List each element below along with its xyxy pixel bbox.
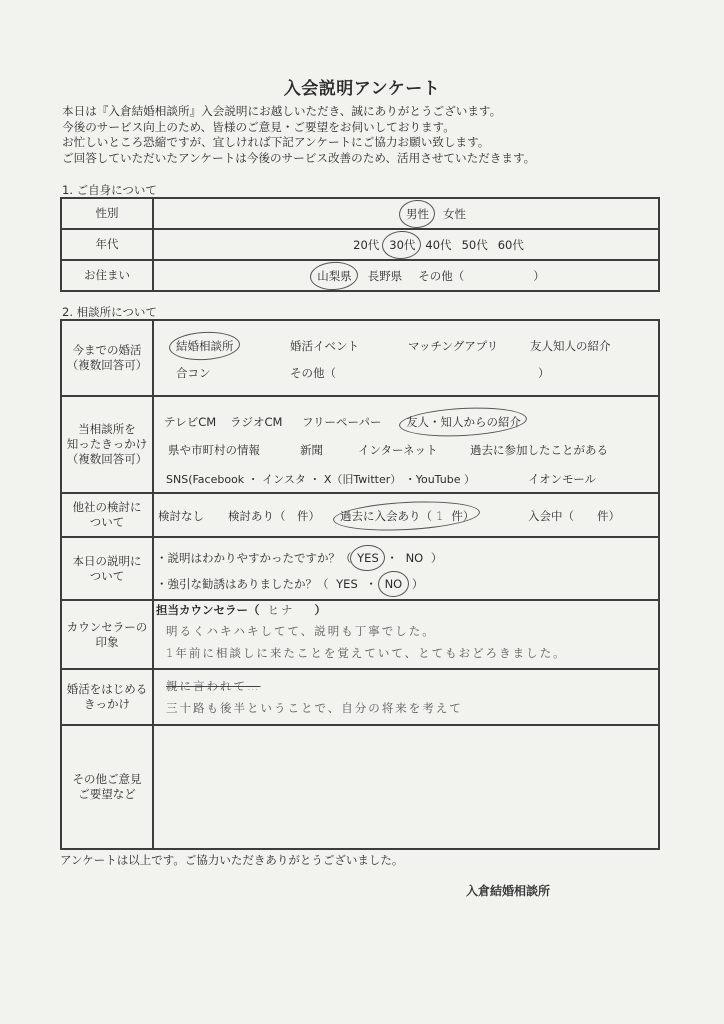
comments-label (61, 725, 153, 849)
option-current-member[interactable]: 入会中（ 件） (528, 509, 620, 523)
past-membership-unit: 件） (451, 509, 475, 523)
discovery-label-line1: 当相談所を (78, 422, 136, 436)
option-pushy-yes[interactable]: YES (336, 577, 358, 591)
option-30s[interactable]: 30代 (389, 237, 416, 252)
option-not-considered[interactable]: 検討なし (158, 509, 204, 523)
counselor-row (61, 600, 659, 669)
option-other-residence[interactable]: その他（ ） (418, 268, 545, 283)
counselor-name-suffix: ） (314, 603, 326, 617)
intro-line: 本日は『入倉結婚相談所』入会説明にお越しいただき、誠にありがとうございます。 (62, 104, 502, 118)
residence-label: お住まい (61, 260, 153, 291)
option-other-konkatsu-close: ） (538, 366, 550, 380)
option-marriage-agency[interactable]: 結婚相談所 (176, 339, 234, 353)
option-pushy-no[interactable]: NO (384, 577, 403, 591)
option-sns[interactable]: SNS(Facebook ・ インスタ ・ X（旧Twitter） ・YouTube ） (166, 473, 475, 486)
intro-line: お忙しいところ恐縮ですが、宜しければ下記アンケートにご協力お願い致します。 (62, 135, 490, 149)
other-companies-options (153, 493, 659, 537)
motivation-text[interactable]: 三十路も後半ということで、自分の将来を考えて (166, 701, 463, 715)
option-male[interactable]: 男性 (406, 206, 429, 221)
intro-text (62, 104, 535, 166)
konkatsu-label-line1: 今までの婚活 (72, 343, 142, 357)
option-40s[interactable]: 40代 (425, 237, 452, 252)
intro-line: ご回答していただいたアンケートは今後のサービス改善のため、活用させていただきます。 (62, 150, 536, 165)
explanation-label-line2: ついて (89, 568, 125, 583)
past-membership-label: 過去に入会あり（ (340, 509, 432, 523)
gender-row (61, 198, 659, 229)
comments-field[interactable] (153, 725, 659, 849)
discovery-label (61, 396, 153, 493)
option-clarity-yes[interactable]: YES (357, 551, 379, 565)
age-options (153, 229, 659, 260)
option-other-konkatsu[interactable]: その他（ (290, 366, 336, 380)
option-considered[interactable]: 検討あり（ 件） (228, 509, 320, 523)
option-yamanashi[interactable]: 山梨県 (317, 268, 352, 283)
explanation-label (61, 537, 153, 600)
other-companies-row (61, 493, 659, 537)
option-goukon[interactable]: 合コン (176, 366, 211, 380)
counselor-impression-line2[interactable]: 1年前に相談しに来たことを覚えていて、とてもおどろきました。 (166, 646, 567, 660)
motivation-label-line1: 婚活をはじめる (66, 682, 148, 696)
other-companies-label (61, 493, 153, 537)
option-municipal-info[interactable]: 県や市町村の情報 (168, 443, 260, 457)
discovery-options (153, 396, 659, 493)
intro-line: 今後のサービス向上のため、皆様のご意見・ご要望をお伺いしております。 (62, 119, 455, 134)
footer-note: アンケートは以上です。ご協力いただきありがとうございました。 (60, 853, 404, 867)
counselor-name-field (156, 602, 326, 618)
konkatsu-row (61, 320, 659, 396)
question-clarity (156, 550, 442, 566)
option-radio-cm[interactable]: ラジオCM (230, 415, 283, 429)
comments-label-line2: ご要望など (78, 787, 136, 801)
other-companies-label-line1: 他社の検討に (72, 500, 142, 514)
option-60s[interactable]: 60代 (497, 237, 524, 252)
separator: ・ (365, 577, 377, 591)
explanation-row (61, 537, 659, 600)
option-clarity-no[interactable]: NO (405, 551, 424, 565)
age-label: 年代 (61, 229, 153, 260)
gender-label: 性別 (61, 198, 153, 229)
counselor-label-line2: 印象 (95, 634, 119, 649)
question-clarity-text: ・説明はわかりやすかったですか？（ (156, 551, 352, 565)
discovery-label-line2: 知ったきっかけ (66, 437, 148, 451)
option-newspaper[interactable]: 新聞 (300, 443, 323, 457)
comments-label-line1: その他ご意見 (72, 772, 142, 786)
motivation-label-line2: きっかけ (84, 697, 130, 711)
survey-title: 入会説明アンケート (283, 79, 441, 99)
option-past-participation[interactable]: 過去に参加したことがある (470, 443, 608, 457)
konkatsu-options (153, 320, 659, 396)
option-friend-intro[interactable]: 友人知人の紹介 (530, 339, 611, 353)
counselor-name-value[interactable]: ヒナ (267, 603, 295, 617)
section2-table (60, 319, 660, 850)
residence-options (153, 260, 659, 291)
option-aeon-mall[interactable]: イオンモール (528, 472, 596, 486)
motivation-label (61, 669, 153, 725)
section1-table (60, 197, 660, 292)
question-pushy-text: ・強引な勧誘はありましたか？（ (156, 577, 329, 591)
option-20s[interactable]: 20代 (353, 237, 380, 252)
paren-close: ） (430, 551, 443, 565)
option-tv-cm[interactable]: テレビCM (164, 415, 217, 429)
paren-close: ） (411, 577, 424, 591)
section1-heading: 1. ご自身について (62, 183, 157, 197)
comments-row (61, 725, 659, 849)
separator: ・ (386, 551, 398, 565)
discovery-row (61, 396, 659, 493)
organization-name: 入倉結婚相談所 (466, 884, 551, 898)
option-internet[interactable]: インターネット (358, 443, 438, 457)
option-50s[interactable]: 50代 (461, 237, 488, 252)
option-friend-referral[interactable]: 友人・知人からの紹介 (406, 415, 521, 429)
motivation-struck-text[interactable]: 親に言われて… (166, 679, 261, 693)
section2-heading: 2. 相談所について (62, 305, 157, 319)
question-pushy-sales (156, 576, 423, 592)
other-companies-label-line2: ついて (89, 515, 125, 529)
explanation-label-line1: 本日の説明に (72, 553, 142, 568)
motivation-row (61, 669, 659, 725)
gender-options (153, 198, 659, 229)
discovery-label-line3: （複数回答可） (66, 452, 148, 466)
option-female[interactable]: 女性 (443, 206, 466, 221)
counselor-name-prefix: 担当カウンセラー（ (156, 603, 260, 617)
option-matching-app[interactable]: マッチングアプリ (408, 339, 499, 353)
counselor-label (61, 600, 153, 669)
konkatsu-label-line2: （複数回答可） (66, 358, 148, 372)
age-row (61, 229, 659, 260)
option-past-membership[interactable] (340, 508, 474, 524)
option-nagano[interactable]: 長野県 (367, 268, 403, 283)
counselor-content (153, 600, 659, 669)
residence-row (61, 260, 659, 291)
explanation-questions (153, 537, 659, 600)
past-membership-count: 1 (436, 509, 446, 523)
counselor-impression-line1[interactable]: 明るくハキハキしてて、説明も丁寧でした。 (166, 624, 436, 638)
konkatsu-label (61, 320, 153, 396)
option-free-paper[interactable]: フリーペーパー (302, 415, 382, 429)
counselor-label-line1: カウンセラーの (66, 619, 148, 634)
motivation-content (153, 669, 659, 725)
option-konkatsu-event[interactable]: 婚活イベント (290, 339, 359, 353)
